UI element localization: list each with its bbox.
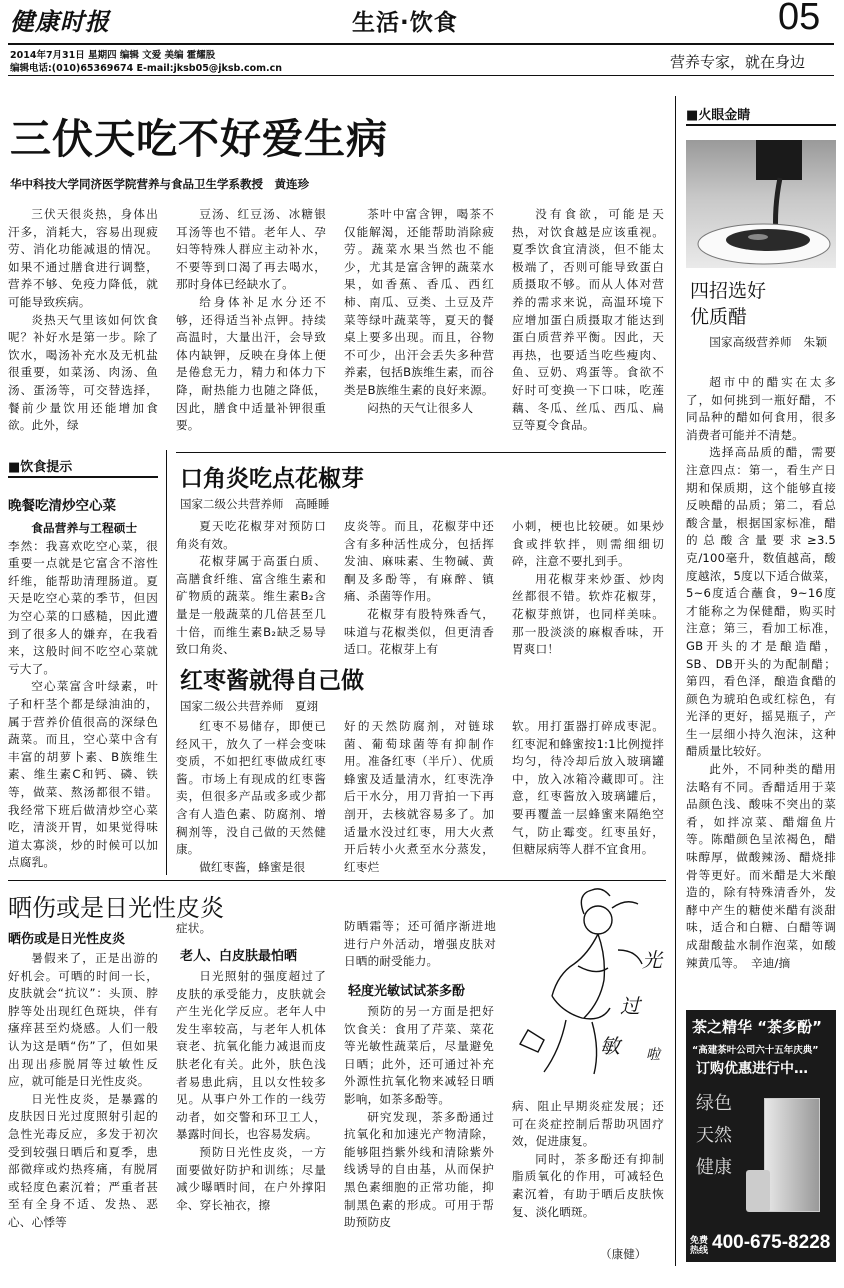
paragraph: 暑假来了，正是出游的好机会。可晒的时间一长，皮肤就会“抗议”：头顶、脖脖等处出现红色斑块，伴有瘙痒甚至灼烧感。人们一般认为这是晒“伤”了，但如果出现出疹脱屑等过敏性反应，就可能是日光性皮炎。	[8, 951, 158, 1089]
article2-headline: 口角炎吃点花椒芽	[180, 466, 364, 492]
paragraph: 超市中的醋实在太多了，如何挑到一瓶好醋，不同品种的醋如何食用，很多消费者可能并不清楚。	[686, 375, 836, 442]
paragraph: 给身体补足水分还不够，还得适当补点钾。持续高温时，大量出汗，会导致体内缺钾，反映在身体上便是倦怠无力，精力和体力下降，耐热能力也随之降低，因此，膳食中适量补钾很重要。	[176, 294, 326, 433]
paragraph: 李然：我喜欢吃空心菜，很重要一点就是它富含不溶性纤维，能帮助清理肠道。夏天是吃空心菜的季节，但因为空心菜的口感糙，因此遭到了很多人的嫌弃，在我看来，这般时间不吃空心菜就亏大了。	[8, 538, 158, 676]
masthead	[0, 0, 844, 76]
main-col-3	[344, 206, 494, 436]
ad-phone-number[interactable]: 400-675-8228	[712, 1232, 831, 1253]
paragraph: 症状。	[176, 921, 212, 935]
slogan: 营养专家，就在身边	[670, 53, 806, 71]
paragraph: 防晒霜等；还可循序渐进地进行户外活动，增强皮肤对日晒的耐受能力。	[344, 919, 496, 969]
illustration-caption-3: 敏	[600, 1034, 620, 1058]
sidebar-body	[8, 520, 158, 872]
tea-polyphenol-ad[interactable]	[686, 1010, 836, 1262]
article3-col-1	[176, 718, 326, 876]
paragraph: 小刺，梗也比较硬。如果炒食或拌软拌，则需细细切碎，注意不要扎到手。	[512, 519, 664, 569]
date-line: 2014年7月31日 星期四 编辑 文爱 美编 霍耀股	[10, 50, 216, 61]
product-box-icon	[764, 1098, 820, 1212]
paragraph: 日光照射的强度超过了皮肤的承受能力，皮肤就会产生光化学反应。老年人中发生率较高，与老年人机体衰老、抗氧化能力减退而皮肤老化有关。此外，肤色浅者易患此病，且以女性较多见。从事户外工作的一线劳动者，如交警和环卫工人，暴露时间长，也容易发病。	[176, 969, 326, 1142]
article4-subhead-1: 晒伤或是日光性皮炎	[8, 932, 126, 947]
vinegar-photo	[686, 140, 836, 268]
paragraph: 没有食欲，可能是天热，对饮食越是应该重视。夏季饮食宜清淡，但不能太极端了，否则可能导致蛋白质摄取不够。而从人体对营养的需求来说，高温环境下应增加蛋白质摄取才能达到蛋白质营养平衡。因此，天再热，也要适当吃些瘦肉、鱼、豆奶、鸡蛋等。食欲不好时可变换一下口味，吃莲藕、冬瓜、丝瓜、西瓜、扁豆等夏令食品。	[512, 207, 664, 433]
section-title: 生活·饮食	[352, 10, 458, 36]
paragraph: 研究发现，茶多酚通过抗氧化和加速光产物清除，能够阻挡紫外线和清除紫外线诱导的自由基，从而保护黑色素细胞的正常功能，抑制黑色素的形成。可用于帮助预防皮	[344, 1109, 494, 1230]
paragraph: 用花椒芽来炒蛋、炒肉丝都很不错。软炸花椒芽，花椒芽煎饼，也同样美味。那一股淡淡的麻椒香味，开胃爽口！	[512, 571, 664, 657]
ad-subtitle: “高建茶叶公司六十五年庆典”	[692, 1045, 819, 1056]
paragraph: 病、阻止早期炎症发展；还可在炎症控制后帮助巩固疗效，促进康复。	[512, 1099, 664, 1149]
article4-col-3-intro	[344, 918, 496, 974]
ad-promo: 订购优惠进行中…	[696, 1061, 808, 1077]
article3-col-2	[344, 718, 494, 876]
paragraph: 炎热天气里该如何饮食呢？补好水是第一步。除了饮水，喝汤补充水及无机盐很重要，如菜汤、肉汤、鱼汤、蛋汤等，可交替选择，餐前少量饮用还能增加食欲。此外，绿	[8, 312, 158, 433]
newspaper-logo: 健康时报	[10, 7, 110, 36]
hotline-label-line: 免费	[690, 1236, 709, 1246]
ad-feature: 绿色	[696, 1093, 732, 1114]
vinegar-bowl-icon	[686, 140, 836, 268]
masthead-bottom-rule	[8, 75, 834, 76]
main-col-4	[512, 206, 664, 436]
article4-col-2	[176, 968, 326, 1268]
right-headline-line-1: 四招选好	[690, 280, 767, 302]
right-byline-text: 国家高级营养师 朱颖	[709, 335, 828, 349]
paragraph: 空心菜富含叶绿素，叶子和杆茎个都是绿油油的，属于营养价值很高的深绿色蔬菜。而且，空心菜中含有丰富的胡萝卜素、B族维生素、维生素C和钙、磷、铁等，做菜、熬汤都很不错。我经常下班后做清炒空心菜吃，清淡开胃，如果觉得味道太寡淡，炒的时候可以加点腐乳。	[8, 679, 158, 870]
article4-subhead-2: 老人、白皮肤最怕晒	[180, 949, 298, 964]
paragraph: 闷热的天气让很多人	[367, 400, 474, 415]
paragraph: 软。用打蛋器打碎成枣泥。红枣泥和蜂蜜按1:1比例搅拌均匀，待冷却后放入玻璃罐中，放入冰箱冷藏即可。注意，红枣酱放入玻璃罐后，要再覆盖一层蜂蜜来隔绝空气，防止霉变。红枣虽好，但糖尿病等人群不宜食用。	[512, 719, 664, 857]
paragraph: 同时，茶多酚还有抑制脂质氧化的作用，可减轻色素沉着，有助于晒后皮肤恢复、淡化晒斑。	[512, 1151, 664, 1219]
paragraph: 好的天然防腐剂，对链球菌、葡萄球菌等有抑制作用。准备红枣（半斤）、优质蜂蜜及适量清水，红枣洗净后干水分，用刀背拍一下再剖开，去核就容易多了。加适量水没过红枣，用大火煮开后转小火煮至水分蒸发，红枣烂	[344, 719, 494, 874]
masthead-divider	[8, 43, 834, 45]
article2-col-1	[176, 518, 326, 658]
paragraph: 选择高品质的醋，需要注意四点：第一，看生产日期和保质期，这个能够直接反映醋的品质；第二，看总酸含量，根据国家标准，醋的总酸含量要求≥3.5克/100毫升，数值越高，酸度越浓，5度以下适合做菜，5~6度适合蘸食，9~16度才能称之为保健醋，购买时注意；第三，看加工标准，GB开头的才是酿造醋，SB、DB开头的为配制醋；第四，看色泽，酿造食醋的颜色为琥珀色或红棕色，有光泽的更好，摇晃瓶子，产生一层细小持久泡沫，这种醋质量比较好。	[686, 445, 836, 759]
main-col-2	[176, 206, 326, 436]
paragraph: 预防日光性皮炎，一方面要做好防护和训练；尽量减少曝晒时间，在户外撑阳伞、穿长袖衣，擦	[176, 1144, 326, 1212]
page-number: 05	[778, 0, 821, 38]
article3-byline: 国家二级公共营养师 夏翊	[180, 699, 318, 713]
paragraph: 预防的另一方面是把好饮食关：食用了芹菜、菜花等光敏性蔬菜后，尽量避免日晒；此外，还可通过补充外源性抗氧化物来减轻日晒影响，如茶多酚等。	[344, 1004, 494, 1106]
article4-col-2-intro	[176, 920, 326, 940]
article3-col-3	[512, 718, 664, 876]
main-headline: 三伏天吃不好爱生病	[10, 115, 388, 163]
article2-top-rule	[176, 452, 666, 453]
right-column-divider	[675, 96, 676, 1266]
hotline-label-line: 热线	[690, 1246, 709, 1256]
article2-byline: 国家二级公共营养师 高睡睡	[180, 497, 330, 511]
main-col-1	[8, 206, 158, 436]
illustration-caption-1: 光	[642, 948, 662, 972]
right-section-rule	[686, 124, 836, 126]
sidebar-section-label: ■饮食提示	[8, 460, 73, 475]
article4-col-1	[8, 950, 158, 1270]
ad-feature: 天然	[696, 1125, 732, 1146]
article4-subhead-3: 轻度光敏试试茶多酚	[348, 984, 466, 999]
article3-headline: 红枣酱就得自己做	[180, 668, 364, 694]
sidebar-byline: 食品营养与工程硕士	[31, 521, 138, 535]
right-body	[686, 374, 836, 1004]
illustration-caption-4: 啦	[646, 1047, 660, 1063]
contact-line: 编辑电话:(010)65369674 E-mail:jksb05@jksb.com.cn	[10, 63, 283, 74]
right-byline	[686, 334, 836, 370]
right-headline-line-2: 优质醋	[690, 306, 748, 328]
article2-col-2	[344, 518, 494, 658]
ad-hotline-label	[690, 1236, 708, 1256]
paragraph: 做红枣酱，蜂蜜是很	[199, 859, 306, 874]
sidebar-headline: 晚餐吃清炒空心菜	[8, 498, 116, 514]
paragraph: 茶叶中富含钾，喝茶不仅能解渴，还能帮助消除疲劳。蔬菜水果当然也不能少，尤其是富含钾的蔬菜水果，如香蕉、香瓜、西红柿、南瓜、豆类、土豆及芹菜等绿叶蔬菜等，夏天的餐桌上要多出现。而且，谷物不可少，出汗会丢失多种营养素，包括B族维生素，而谷类是B族维生素的良好来源。	[344, 207, 494, 397]
right-section-label: ■火眼金睛	[686, 108, 751, 123]
paragraph: 夏天吃花椒芽对预防口角炎有效。	[176, 519, 326, 551]
paragraph: 花椒芽属于高蛋白质、高膳食纤维、富含维生素和矿物质的蔬菜。维生素B₂含量是一般蔬菜的几倍甚至几十倍，而维生素B₂缺乏易导致口角炎、	[176, 554, 326, 657]
paragraph: 皮炎等。而且，花椒芽中还含有多种活性成分，包括挥发油、麻味素、生物碱、黄酮及多酚等，有麻醉、镇痛、杀菌等作用。	[344, 519, 494, 604]
paragraph: 日光性皮炎，是暴露的皮肤因日光过度照射引起的急性光毒反应，多发于初次受到较强日晒后和夏季，患部微痒或灼热疼痛，有脱屑或轻度色素沉着；严重者甚至有全身不适、发热、恶心、心悸等	[8, 1091, 158, 1229]
paragraph: 红枣不易储存，即便已经风干，放久了一样会变味变质，不如把红枣做成红枣酱。市场上有现成的红枣酱卖，但很多产品或多或少都含有人造色素、防腐剂、增稠剂等，没自己做的天然健康。	[176, 719, 326, 857]
article4-headline: 晒伤或是日光性皮炎	[8, 894, 224, 922]
product-bottle-icon	[746, 1170, 770, 1212]
sidebar-rule	[8, 476, 158, 478]
cartoon-figure-icon	[508, 880, 668, 1090]
illustration-caption-2: 过	[620, 994, 640, 1018]
ad-title: 茶之精华 “茶多酚”	[692, 1018, 822, 1036]
article2-col-3	[512, 518, 664, 658]
sunburn-illustration	[508, 880, 668, 1090]
sidebar-divider	[166, 450, 167, 875]
paragraph: 三伏天很炎热，身体出汗多，消耗大，容易出现疲劳、消化功能减退的情况。如果不通过膳食进行调整，营养不够、免疫力降低，就可能导致疾病。	[8, 207, 158, 309]
paragraph: 花椒芽有股特殊香气，味道与花椒类似，但更清香适口。花椒芽上有	[344, 606, 494, 657]
article4-col-3	[344, 1003, 494, 1268]
paragraph: 此外，不同种类的醋用法略有不同。香醋适用于菜品颜色浅、酸味不突出的菜肴，如拌凉菜、醋熘鱼片等。陈醋颜色呈浓褐色，醋味醇厚，做酸辣汤、醋烧排骨等更好。而米醋是大米酿造的，除有特殊清香外，发酵中产生的糖使米醋有淡甜味，适合和白糖、白醋等调成甜酸盐水制作泡菜，如酸辣黄瓜等。 辛迪/摘	[686, 762, 836, 970]
paragraph: 豆汤、红豆汤、冰糖银耳汤等也不错。老年人、孕妇等特殊人群应主动补水，不要等到口渴了再去喝水，那时身体已经缺水了。	[176, 207, 326, 292]
ad-feature: 健康	[696, 1157, 732, 1178]
main-byline: 华中科技大学同济医学院营养与食品卫生学系教授 黄连珍	[10, 177, 309, 191]
article4-col-4	[512, 1098, 664, 1238]
article4-author: （康健）	[600, 1247, 647, 1261]
